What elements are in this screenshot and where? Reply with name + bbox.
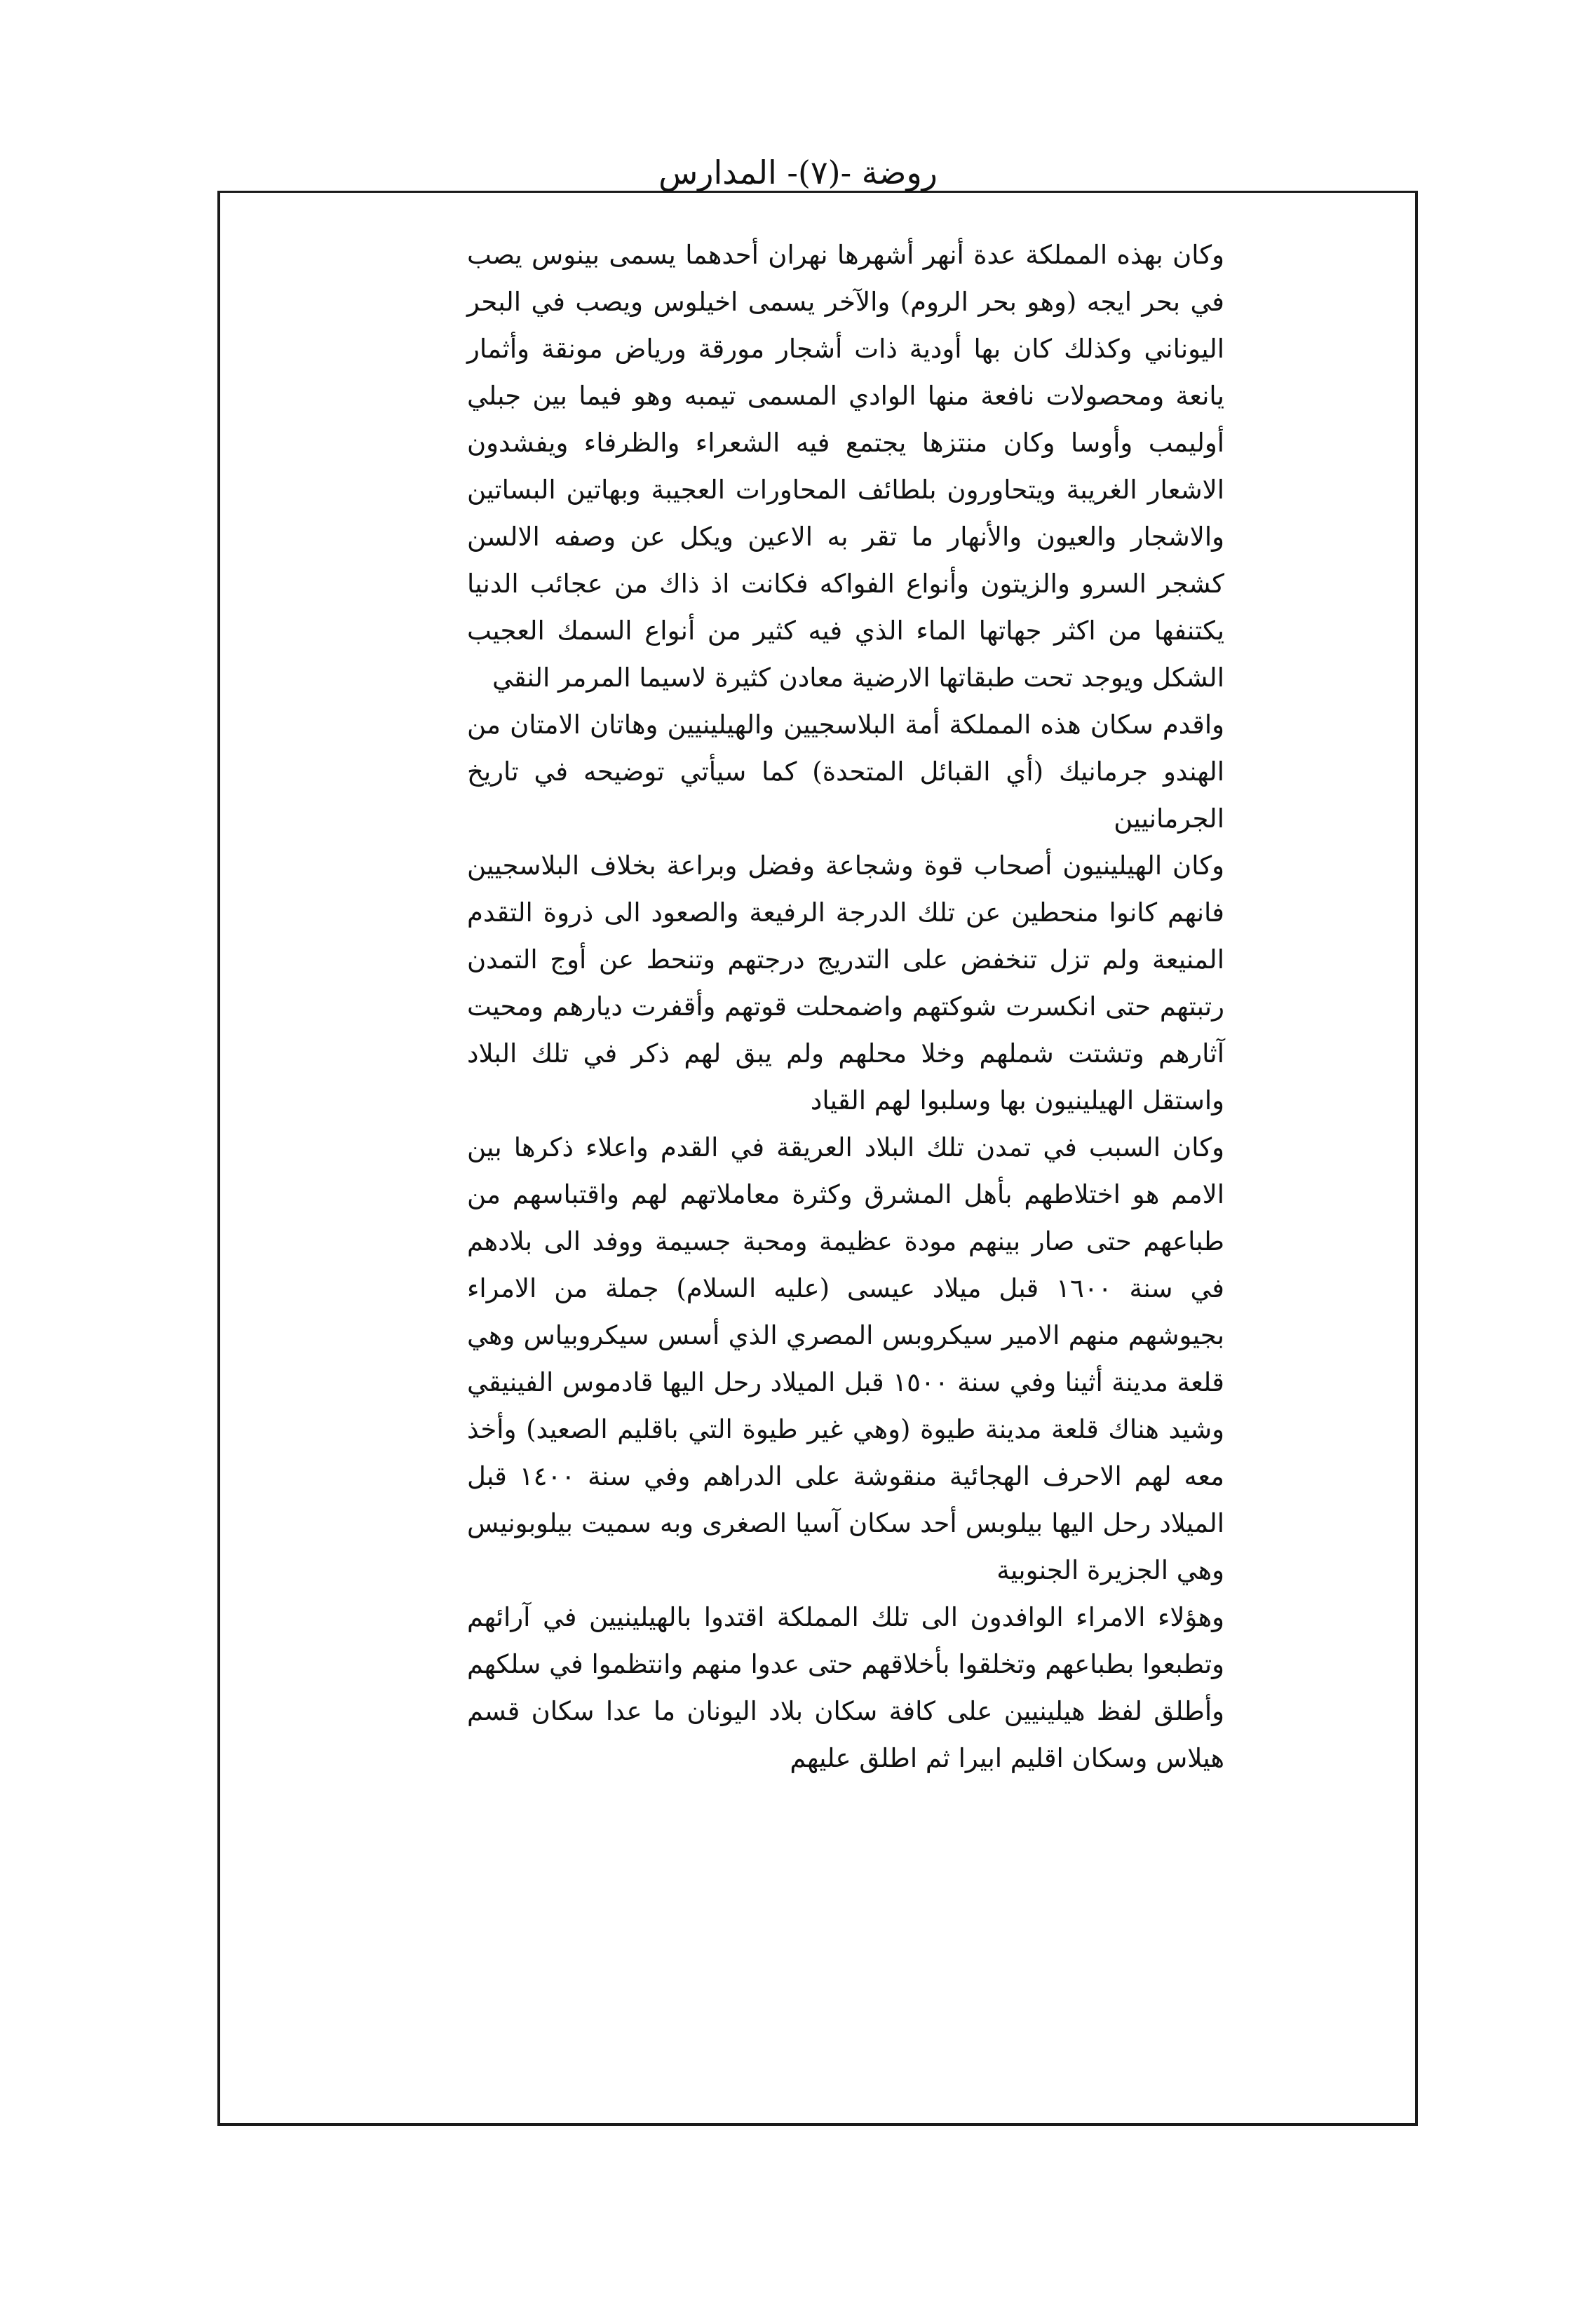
paragraph-3: وكان الهيلينيون أصحاب قوة وشجاعة وفضل وبراعة بخلاف البلاسجيين فانهم كانوا منحطين عن تلك الدرجة الرفيعة والصعود الى ذروة التقدم المنيعة ولم تزل تنخفض على التدريج درجتهم وتنحط عن أوج التمدن رتبتهم حتى انكسرت شوكتهم واضمحلت قوتهم وأقفرت ديارهم ومحيت آثارهم وتشتت شملهم وخلا محلهم ولم يبق لهم ذكر في تلك البلاد واستقل الهيلينيون بها وسلبوا لهم القياد (467, 850, 1224, 1116)
paragraph-2: واقدم سكان هذه المملكة أمة البلاسجيين والهيلينيين وهاتان الامتان من الهندو جرمانيك (أي القبائل المتحدة) كما سيأتي توضيحه في تاريخ الجرمانيين (467, 710, 1224, 834)
paragraph-4: وكان السبب في تمدن تلك البلاد العريقة في القدم واعلاء ذكرها بين الامم هو اختلاطهم بأهل المشرق وكثرة معاملاتهم لهم واقتباسهم من طباعهم حتى صار بينهم مودة عظيمة ومحبة جسيمة ووفد الى بلادهم في سنة ١٦٠٠ قبل ميلاد عيسى (عليه السلام) جملة من الامراء بجيوشهم منهم الامير سيكروبس المصري الذي أسس سيكروبياس وهي قلعة مدينة أثينا وفي سنة ١٥٠٠ قبل الميلاد رحل اليها قادموس الفينيقي وشيد هناك قلعة مدينة طيوة (وهي غير طيوة التي باقليم الصعيد) وأخذ معه لهم الاحرف الهجائية منقوشة على الدراهم وفي سنة ١٤٠٠ قبل الميلاد رحل اليها بيلوبس أحد سكان آسيا الصغرى وبه سميت بيلوبونيس وهي الجزيرة الجنوبية (467, 1132, 1224, 1585)
paragraph-1: وكان بهذه المملكة عدة أنهر أشهرها نهران أحدهما يسمى بينوس يصب في بحر ايجه (وهو بحر الروم) والآخر يسمى اخيلوس ويصب في البحر اليوناني وكذلك كان بها أودية ذات أشجار مورقة ورياض مونقة وأثمار يانعة ومحصولات نافعة منها الوادي المسمى تيمبه وهو فيما بين جبلي أوليمب وأوسا وكان منتزها يجتمع فيه الشعراء والظرفاء ويفشدون الاشعار الغريبة ويتحاورون بلطائف المحاورات العجيبة وبهاتين البساتين والاشجار والعيون والأنهار ما تقر به الاعين ويكل عن وصفه الالسن كشجر السرو والزيتون وأنواع الفواكه فكانت اذ ذاك من عجائب الدنيا يكتنفها من اكثر جهاتها الماء الذي فيه كثير من أنواع السمك العجيب الشكل ويوجد تحت طبقاتها الارضية معادن كثيرة لاسيما المرمر النقي (467, 240, 1224, 693)
page-body (467, 231, 1224, 1782)
paragraph-5: وهؤلاء الامراء الوافدون الى تلك المملكة اقتدوا بالهيلينيين في آرائهم وتطبعوا بطباعهم وتخلقوا بأخلاقهم حتى عدوا منهم وانتظموا في سلكهم وأطلق لفظ هيلينيين على كافة سكان بلاد اليونان ما عدا سكان قسم هيلاس وسكان اقليم ابيرا ثم اطلق عليهم (467, 1602, 1224, 1773)
page-title: روضة -(٧)- المدارس (658, 154, 938, 191)
